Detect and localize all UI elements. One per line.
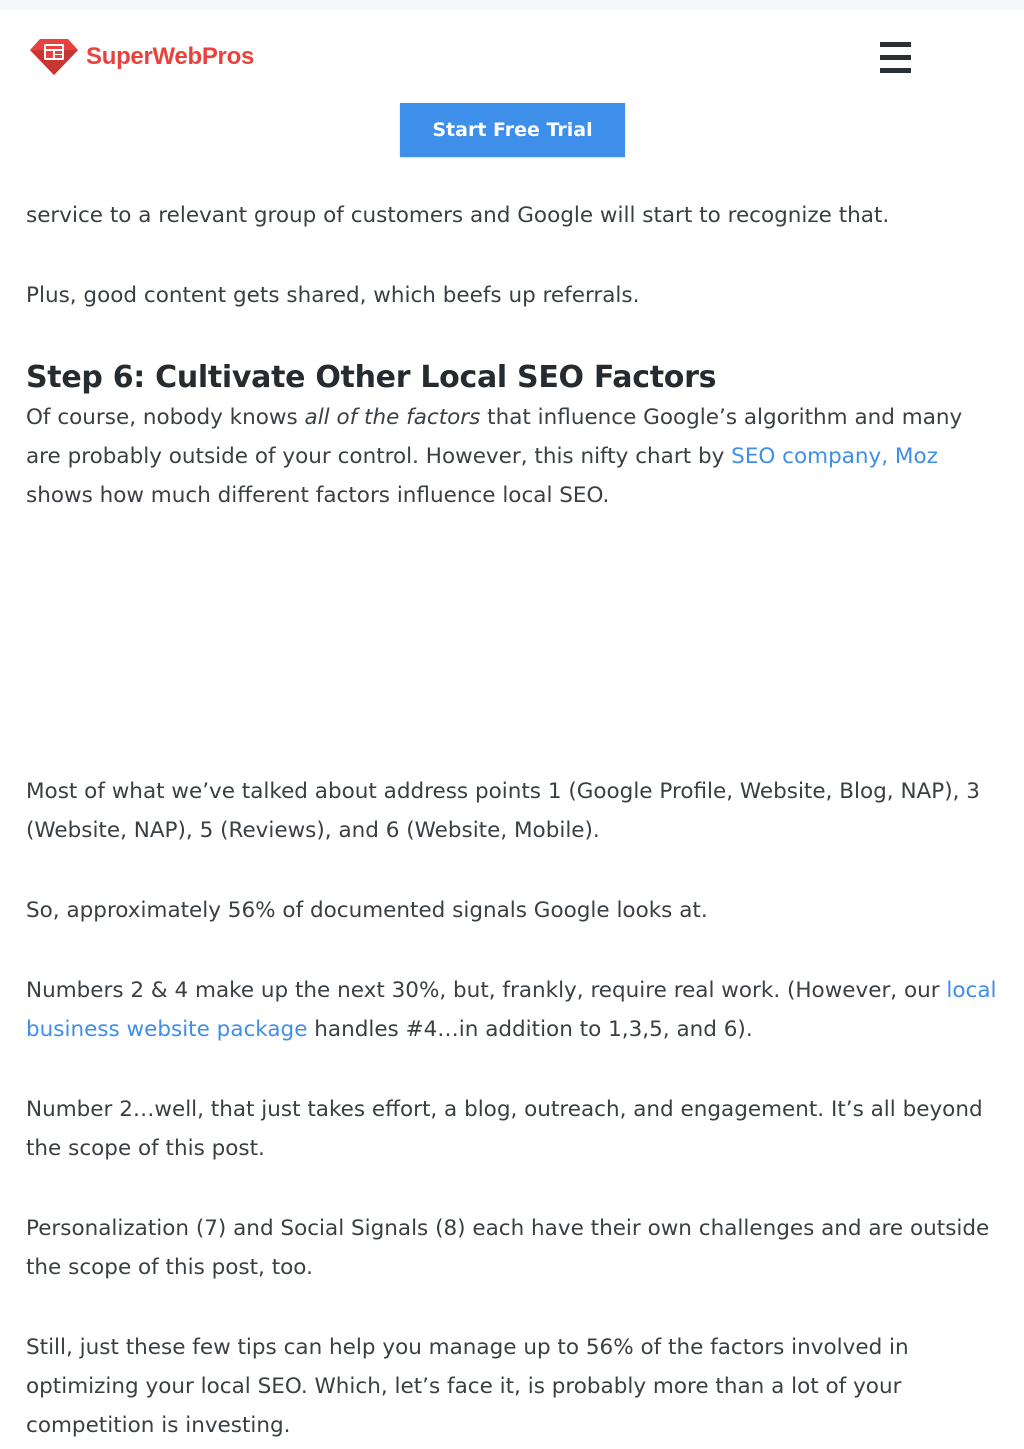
paragraph-still: Still, just these few tips can help you manage up to 56% of the factors involved in optimizing your local SEO. Which, let’s face it, is probably more than a lot of your competition is investing. (26, 1335, 909, 1438)
text-segment: shows how much different factors influence local SEO. (26, 483, 610, 508)
chart-placeholder (26, 515, 1001, 772)
paragraph-personalization: Personalization (7) and Social Signals (8) each have their own challenges and are outside the scope of this post, too. (26, 1216, 990, 1280)
paragraph-points: Most of what we’ve talked about address points 1 (Google Profile, Website, Blog, NAP), 3 (Website, NAP), 5 (Reviews), and 6 (Website, Mobile). (26, 779, 980, 843)
paragraph-factors (26, 398, 1001, 515)
website-package-link[interactable]: local business website package (26, 978, 997, 1042)
section-heading: Step 6: Cultivate Other Local SEO Factors (26, 360, 717, 395)
paragraph-shared: Plus, good content gets shared, which beefs up referrals. (26, 283, 640, 308)
text-segment: Of course, nobody knows (26, 405, 305, 430)
hamburger-menu-icon[interactable] (880, 42, 911, 74)
paragraph-number2: Number 2…well, that just takes effort, a blog, outreach, and engagement. It’s all beyond the scope of this post. (26, 1097, 983, 1161)
top-strip (0, 0, 1024, 10)
text-segment: that influence Google’s algorithm and many are probably outside of your control. However, this nifty chart by (26, 405, 963, 469)
paragraph-approx: So, approximately 56% of documented signals Google looks at. (26, 898, 708, 923)
article-body (26, 196, 1001, 1445)
moz-link[interactable]: SEO company, Moz (731, 444, 938, 469)
paragraph-intro-end: service to a relevant group of customers and Google will start to recognize that. (26, 203, 890, 228)
emphasis-text: all of the factors (304, 405, 481, 430)
text-segment: Numbers 2 & 4 make up the next 30%, but, frankly, require real work. (However, our (26, 978, 947, 1003)
site-header (0, 10, 1024, 100)
brand-name: SuperWebPros (86, 43, 254, 70)
gem-logo-icon (28, 37, 80, 77)
logo-link[interactable] (28, 37, 254, 77)
text-segment: handles #4…in addition to 1,3,5, and 6). (307, 1017, 753, 1042)
start-free-trial-button[interactable]: Start Free Trial (400, 103, 625, 157)
paragraph-numbers (26, 971, 1001, 1049)
